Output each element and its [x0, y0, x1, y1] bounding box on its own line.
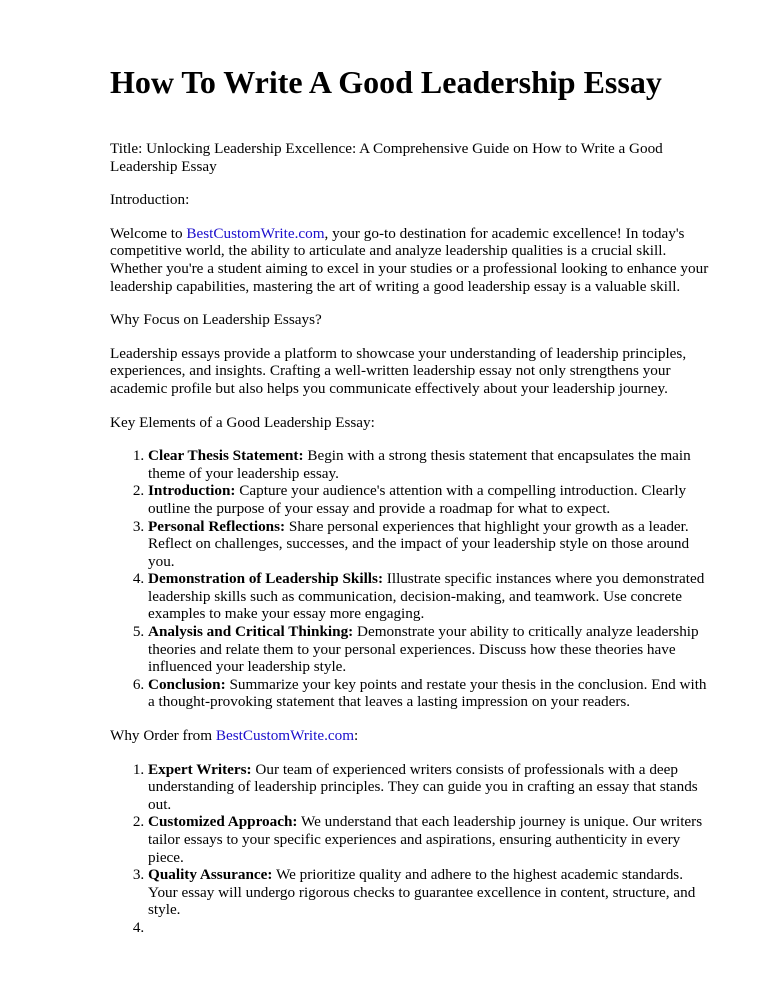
list-item-text: Share personal experiences that highlight your growth as a leader. Reflect on challenges, successes, and the impact of your leadership style on those around you.: [148, 517, 690, 570]
list-item-term: Customized Approach:: [148, 813, 298, 831]
list-item: [148, 447, 715, 482]
key-elements-list: [110, 447, 715, 711]
list-item-term: Analysis and Critical Thinking:: [148, 623, 354, 641]
key-elements-heading: Key Elements of a Good Leadership Essay:: [110, 413, 375, 431]
document-page: [110, 60, 715, 937]
welcome-prefix: Welcome to: [110, 224, 187, 242]
welcome-paragraph: [110, 225, 715, 295]
list-item-term: Conclusion:: [148, 675, 226, 693]
list-item-term: Expert Writers:: [148, 760, 252, 778]
list-item-term: Personal Reflections:: [148, 517, 286, 535]
why-order-suffix: :: [354, 727, 359, 745]
list-item-text: Our team of experienced writers consists of professionals with a deep understanding of leadership principles. They can guide you in crafting an essay that stands out.: [148, 760, 698, 813]
list-item: [148, 761, 715, 814]
page-title: How To Write A Good Leadership Essay: [110, 64, 662, 100]
list-item: [148, 482, 715, 517]
list-item-text: We prioritize quality and adhere to the highest academic standards. Your essay will undergo rigorous checks to guarantee excellence in content, structure, and style.: [148, 866, 696, 919]
introduction-label: Introduction:: [110, 191, 190, 209]
bestcustomwrite-link[interactable]: BestCustomWrite.com: [215, 727, 355, 745]
list-item-text: Demonstrate your ability to critically analyze leadership theories and relate them to your personal experiences. Discuss how these theories have influenced your leadership style.: [148, 623, 699, 676]
why-focus-heading: Why Focus on Leadership Essays?: [110, 311, 322, 329]
list-item: [148, 570, 715, 623]
list-item: [148, 813, 715, 866]
list-item: [148, 676, 715, 711]
list-item: [148, 623, 715, 676]
list-item-text: Summarize your key points and restate your thesis in the conclusion. End with a thought-provoking statement that leaves a lasting impression on your readers.: [148, 675, 707, 711]
essay-title-line: Title: Unlocking Leadership Excellence: A Comprehensive Guide on How to Write a Good Leadership Essay: [110, 140, 663, 175]
list-item: [148, 866, 715, 919]
list-item-term: Introduction:: [148, 482, 236, 500]
list-item: [148, 518, 715, 571]
list-item-term: Quality Assurance:: [148, 866, 273, 884]
welcome-suffix: , your go-to destination for academic excellence! In today's competitive world, the ability to articulate and analyze leadership qualities is a crucial skill. Whether you're a student aiming to excel in your studies or a professional looking to enhance your leadership capabilities, mastering the art of writing a good leadership essay is a valuable skill.: [110, 224, 709, 295]
list-item-term: Clear Thesis Statement:: [148, 447, 304, 465]
list-item-text: Begin with a strong thesis statement that encapsulates the main theme of your leadership essay.: [148, 447, 691, 482]
bestcustomwrite-link[interactable]: BestCustomWrite.com: [186, 224, 325, 242]
list-item-text: Illustrate specific instances where you demonstrated leadership skills such as communication, decision-making, and teamwork. Use concrete examples to make your essay more engaging.: [148, 570, 705, 623]
why-focus-paragraph: Leadership essays provide a platform to showcase your understanding of leadership principles, experiences, and insights. Crafting a well-written leadership essay not only strengthens your academic profile but also helps you communicate effectively about your leadership journey.: [110, 344, 687, 397]
list-item-term: Demonstration of Leadership Skills:: [148, 570, 383, 588]
list-item-text: We understand that each leadership journey is unique. Our writers tailor essays to your specific experiences and aspirations, ensuring authenticity in every piece.: [148, 813, 703, 866]
list-item-empty: [148, 919, 715, 937]
list-item-text: Capture your audience's attention with a compelling introduction. Clearly outline the purpose of your essay and provide a roadmap for what to expect.: [148, 482, 687, 517]
why-order-heading: [110, 727, 715, 745]
why-order-prefix: Why Order from: [110, 727, 216, 745]
order-reasons-list: [110, 761, 715, 937]
